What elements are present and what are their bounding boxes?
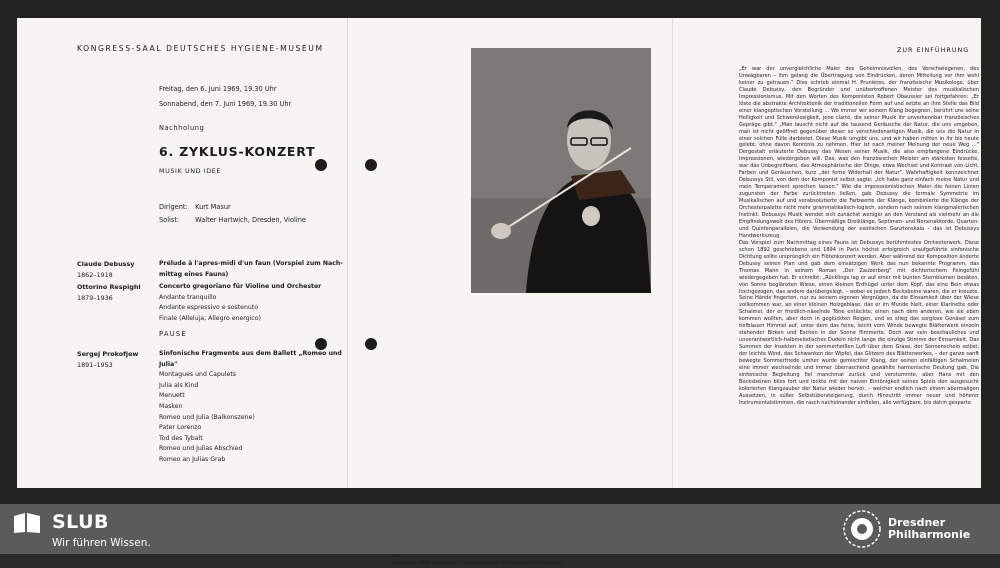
punch-hole (365, 338, 377, 350)
performer-role: Solist: (159, 216, 180, 224)
fold-line (672, 18, 673, 488)
introduction-text (739, 66, 979, 407)
movement: Menuett (159, 392, 185, 400)
movement: Julia als Kind (159, 381, 199, 389)
work-block (159, 349, 342, 466)
pause-label: PAUSE (159, 330, 187, 338)
movement: Tod des Tybalt (159, 434, 203, 442)
performer-name: Walter Hartwich, Dresden, Violine (195, 216, 306, 224)
performer-name: Kurt Masur (195, 203, 231, 211)
movement: Pater Lorenzo (159, 424, 202, 432)
concert-subtitle: MUSIK UND IDEE (159, 167, 222, 175)
caption-line: Seit (392, 554, 401, 560)
slub-slogan: Wir führen Wissen. (52, 537, 151, 549)
movement: Andante espressivo e sostenuto (159, 304, 259, 312)
punch-hole (365, 159, 377, 171)
venue-title: KONGRESS-SAAL DEUTSCHES HYGIENE-MUSEUM (77, 44, 324, 53)
performer-row (159, 214, 306, 227)
partner-line: Dresdner (888, 516, 946, 529)
introduction-paragraph: Das Vorspiel zum Nachmittag eines Fauns ist Debussys berühmtestes Orchesterwerk. Diese schon 1892 geschriebene und 1894 in Paris höchst erfolgreich uraufgeführte sinfonische Dichtung sollte ursprünglich ein Flötenkonzert werden. Aber während der Komposition änderte Debussy seinen Plan und gab dem einsätzigen Werk das nun bekannte Programm, das Thomas Mann in seinem Roman „Der Zauberberg" mit dichterischem Feingefühl wiedergegeben hat. Er schreibt: „Rücklings lag er auf einer mit bunten Sternblumen besäten, von Sonne beglänzten Wiese, einen kleinen Erdhügel unter dem Kopf, das eine Bein etwas hochgezogen, das andere darübergelegt, – wobei es jedoch Bocksbeine waren, die er kreuzte. Seine Hände fingerten, nur zu seinem eigenen Vergnügen, da die Einsamkeit über der Wiese vollkommen war, an einer kleinen Holzgeblase, das er im Munde hielt, einer Klarinette oder Schalmei, der er friedlich-näselnde Töne entlockte, einen nach dem anderen, wie sie eben kommen wollten, aber doch in geglückten Reigen, und so stieg das sorglose Genäsel zum tiefblauen Himmel auf, unter dem das feine, leicht vom Winde bewegte Blätterwerk einzeln stehender Birken und Eschen in der Sonne flimmerte. Doch war sein beschauliches und unverantwortlich-halbmelodisches Dudeln nicht lange die einzige Stimme der Einsamkeit. Das Summen der Insekten in der sommerheißen Luft über dem Grase, der Sonnenschein selbst, der leichte Wind, das Schwanken der Wipfel, das Glitzern des Blätterwerkes, – der ganze sanft bewegte Sommerfriede umher wurde gemischter Klang, der seinen einfältigen Schalmeien eine immer wechselnde und immer überraschend gewählte harmonische Deutung gab. Die sinfonische Begleitung fiel manchmal zurück und verstummte, aber Hans mit den Bocksbeinen blies fort und lockte mit der naiven Eintönigkeit seines Spiels den ausgesucht kolorierten Klangzauber der Natur wieder hervor, – welcher endlich nach einem abermaligen Aussetzen, in süßer Selbstübersteigerung, durch Hinzutritt immer neuer und höherer Instrumentalstimmen, die rasch nacheinander einfielen, alle verfügbare, bis dahin gesparte (739, 239, 979, 406)
concert-dates (159, 82, 291, 112)
punch-hole (315, 159, 327, 171)
work-title: Concerto gregoriano für Violine und Orchester (159, 283, 322, 290)
work-block (159, 282, 321, 324)
composer-block (77, 349, 138, 371)
performer-role: Dirigent: (159, 203, 188, 211)
introduction-heading: ZUR EINFÜHRUNG (897, 46, 970, 54)
movement: Romeo und Julia (Balkonszene) (159, 413, 255, 421)
composer-name: Sergej Prokofjew (77, 350, 139, 358)
composer-name: Ottorino Respighi (77, 283, 141, 291)
work-title: Julia" (159, 360, 178, 368)
date-line: Sonnabend, den 7. Juni 1969, 19.30 Uhr (159, 100, 292, 108)
composer-years: 1891–1953 (77, 361, 113, 369)
footer-bar (0, 504, 1000, 554)
fold-line (347, 18, 348, 488)
violinist-photo (471, 48, 651, 293)
date-line: Freitag, den 6. Juni 1969, 19.30 Uhr (159, 85, 277, 93)
movement: Romeo an Julias Grab (159, 455, 226, 463)
movement: Montagues und Capulets (159, 371, 236, 379)
work-title: Sinfonische Fragmente aus dem Ballett „Romeo und (159, 350, 342, 357)
work-block (159, 259, 343, 280)
composer-block (77, 282, 141, 304)
composer-block (77, 259, 134, 281)
philharmonie-logo-icon[interactable] (842, 509, 882, 549)
slub-brand[interactable]: SLUB (52, 511, 110, 533)
work-title: Prélude à l'apres-midi d'un faun (Vorspiel zum Nach- (159, 260, 343, 267)
nachholung-label: Nachholung (159, 124, 205, 132)
movement: Finale (Alleluja; Allegro energico) (159, 314, 261, 322)
caption-line: September 1962 wirkt er als 1. Konzertmeister der Dresdner Philharmonie. (392, 561, 565, 567)
movement: Romeo und Julias Abschied (159, 445, 243, 453)
performers (159, 201, 306, 227)
introduction-paragraph: „Er war der unvergleichliche Maler des Geheimnisvollen, des Verschwiegenen, des Unwägbaren – ihm gelang die Übertragung von Eindrücken, deren Mitteilung vor ihm wohl keiner zu getrauen." Dies schrieb einmal H. Prunières, der französische Musikologe, über Claude Debussy, den Begründer und unübertroffenen Meister des musikalischen Impressionismus. Mit den Worten des Komponisten Robert Obaussier sei fortgefahren: „Er löste die abstrakte Architektonik der traditionellen Form auf und setzte an ihre Stelle das Bild einer klangoptischen Vorstellung ... Wo immer wir seinem Klang begegnen, berührt uns seine Helligkeit und Schwerelosigkeit, jene clarté, die seiner Musik ihr unverkennbar französisches Gepräge gibt." „Man lauscht nicht auf die tausend Geräusche der Natur, die uns umgeben, man ist nicht geöffnet gegenüber dieser so verschiedenartigen Musik, die uns die Natur in einer solchen Fülle darbietet. Diese Musik umgibt uns, und wir haben mitten in ihr bis heute gelebt, ohne davon Kenntnis zu nehmen. Hier ist nach meiner Meinung der neue Weg ..." Dergestalt erläuterte Debussy das Wesen seiner Musik, die also empfangene Eindrücke, Impressionen, wiedergeben will. Das, was den französischen Meister am stärksten fesselte, war das Unbegreifbare, das Atmosphärische der Dinge, etwa Wechsel und Kontrast von Licht, Farben und Geräuschen, kurz „der ferne Widerhall der Natur". Wahrhaftigkeit kennzeichnet Debussys Stil, von dem der Komponist selbst sagte: „Ich habe ganz einfach meine Natur und mein Temperament sprechen lassen." Wie die impressionistischen Maler die feinen Linien zugunsten der Farbe zurücktreten ließen, gab Debussy die formale Symmetrie im Musikalischen auf und verabsolutierte die Farbwerte der Klänge, kombinierte die Klänge der Orchesterpalette nicht mehr grammatikalisch-logisch, sondern nach seinem klangmalerischen Instinkt. Debussys Musik wendet sich zunächst weniger an den Verstand als vielmehr an die Empfindungswelt des Hörers. Übermäßige Dreiklänge, Septimen- und Nonenakkorde, Quarten- und Quintenparallelen, die Verwendung der exotischen Ganztonskala – das ist Debussys Handwerkszeug. (739, 66, 979, 239)
concert-title: 6. ZYKLUS-KONZERT (159, 144, 316, 159)
work-title: mittag eines Fauns) (159, 270, 229, 278)
movement: Masken (159, 402, 183, 410)
violinist-illustration (471, 48, 651, 293)
slub-book-icon[interactable] (12, 512, 42, 534)
program-sheet (17, 18, 981, 488)
performer-row (159, 201, 306, 214)
composer-years: 1862–1918 (77, 271, 113, 279)
philharmonie-label[interactable] (888, 517, 970, 541)
composer-name: Claude Debussy (77, 260, 135, 268)
composer-years: 1879–1936 (77, 294, 113, 302)
partner-line: Philharmonie (888, 528, 971, 541)
movement: Andante tranquillo (159, 293, 217, 301)
